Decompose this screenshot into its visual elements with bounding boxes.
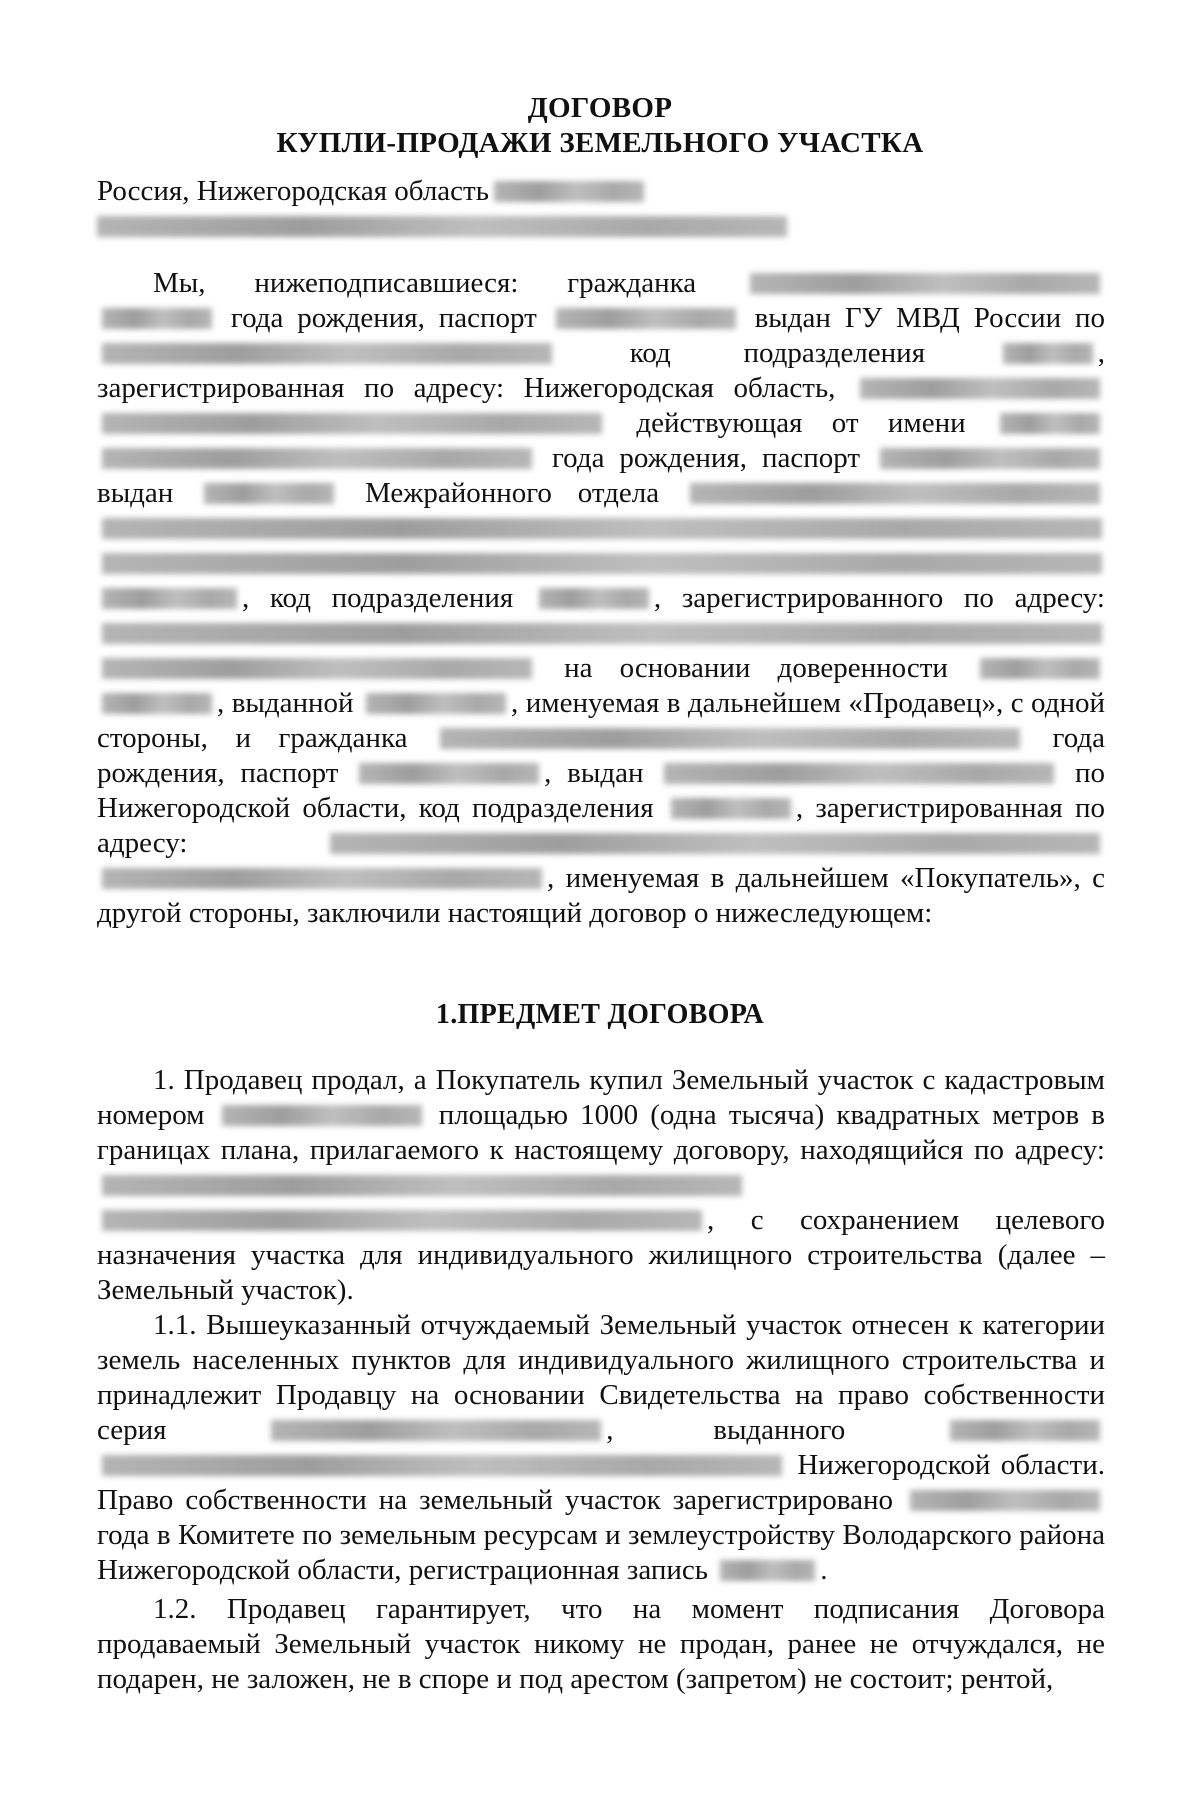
preamble-text: выданной — [231, 687, 354, 719]
redacted-code — [539, 588, 649, 609]
redacted-address — [102, 868, 542, 889]
redacted-address — [102, 1210, 702, 1231]
redacted-address — [102, 623, 1102, 644]
redacted-issuer — [102, 553, 1102, 574]
preamble-text: на основании доверенности — [564, 652, 948, 684]
clause-text: года в Комитете по земельным ресурсам и землеустройству Володарского района Нижегородской области, регистрационная запись — [97, 1519, 1105, 1586]
redacted-issuer — [102, 518, 1102, 539]
redacted-date — [950, 1420, 1100, 1441]
preamble-text: именуемая в дальнейшем «Покупатель», с другой стороны, заключили настоящий договор о нижеследующем: — [97, 862, 1105, 929]
redacted-address — [330, 833, 1100, 854]
preamble-text: года рождения, паспорт — [551, 442, 861, 474]
redacted-issuer — [102, 343, 552, 364]
redacted-passport — [880, 448, 1100, 469]
clause-text: 1.1. Вышеуказанный отчуждаемый Земельный участок отнесен к категории земель населенных пунктов для индивидуального жилищного строительства и принадлежит Продавцу на основании Свидетельства на право собственности серия — [97, 1309, 1105, 1446]
preamble-text: Мы, нижеподписавшиеся: гражданка — [153, 267, 697, 299]
redacted-code — [671, 798, 791, 819]
redacted-passport — [359, 763, 539, 784]
preamble-text: именуемая в дальнейшем «Продавец», с одной стороны, и гражданка — [97, 687, 1106, 754]
clause-1-1: 1.1. Вышеуказанный отчуждаемый Земельный участок отнесен к категории земель населенных пунктов для индивидуального жилищного строительства и принадлежит Продавцу на основании Свидетельства на право собственности серия , выданного Нижегородской области. Право собственности на земельный участок зарегистрировано года в Комитете по земельным ресурсам и землеустройству Володарского района Нижегородской области, регистрационная запись . — [97, 1309, 1105, 1586]
redacted-issuer — [102, 1455, 782, 1476]
clause-text: 1.2. Продавец гарантирует, что на момент подписания Договора продаваемый Земельный участок никому не продан, ранее не отчуждался, не подарен, не заложен, не в споре и под арестом (запретом) не состоит; рентой, — [97, 1593, 1105, 1695]
redacted-name — [1000, 413, 1100, 434]
section-title: 1.ПРЕДМЕТ ДОГОВОРА — [435, 999, 765, 1030]
clause-text: площадью 1000 (одна тысяча) квадратных метров в границах плана, прилагаемого к настоящему договору, находящийся по адресу: — [97, 1099, 1105, 1166]
redacted-certificate — [271, 1420, 601, 1441]
redacted-number — [102, 693, 212, 714]
document-title: ДОГОВОР — [527, 92, 673, 124]
location-text: Россия, Нижегородская область — [97, 175, 489, 207]
redacted-date — [102, 588, 237, 609]
preamble-text: выдан ГУ МВД России по — [754, 302, 1106, 334]
redacted-field — [494, 181, 644, 202]
redacted-date — [366, 693, 506, 714]
redacted-record — [720, 1560, 815, 1581]
redacted-date — [910, 1490, 1100, 1511]
preamble-text: Межрайонного отдела — [365, 477, 660, 509]
redacted-address — [860, 378, 1100, 399]
redacted-field — [97, 216, 787, 237]
preamble-text: зарегистрированного по адресу: — [681, 582, 1105, 614]
redacted-cadastral-number — [222, 1105, 422, 1126]
redacted-address — [102, 1175, 742, 1196]
redacted-passport — [556, 308, 736, 329]
redacted-name — [102, 448, 532, 469]
preamble-text: года рождения, паспорт — [97, 722, 1105, 789]
preamble-text: выдан — [97, 477, 174, 509]
redacted-date — [102, 308, 212, 329]
redacted-number — [980, 658, 1100, 679]
preamble-text: зарегистрированная по адресу: — [97, 792, 1106, 859]
redacted-code — [1003, 343, 1093, 364]
redacted-issuer — [690, 483, 1100, 504]
redacted-issuer — [664, 763, 1054, 784]
preamble-paragraph: Мы, нижеподписавшиеся: гражданка года рождения, паспорт выдан ГУ МВД России по код подразделения , зарегистрированная по адресу: Нижегородская область, действующая от имени года рождения, паспорт выдан Межрайонного отдела , код подразделения , зарегистрированного по адресу: на основании доверенности , выданной , именуемая в дальнейшем «Продавец», с одной стороны, и гражданка года рождения, паспорт , выдан по Нижегородской области, код подразделения , зарегистрированная по адресу: , именуемая в дальнейшем «Покупатель», с другой стороны, заключили настоящий договор о нижеследующем: — [97, 267, 1106, 929]
clause-text: 1. Продавец продал, а Покупатель купил Земельный участок с кадастровым номером — [97, 1064, 1105, 1131]
redacted-number — [204, 483, 334, 504]
document-subtitle: КУПЛИ-ПРОДАЖИ ЗЕМЕЛЬНОГО УЧАСТКА — [276, 127, 924, 159]
clause-text: выданного — [713, 1414, 846, 1446]
preamble-text: код подразделения — [269, 582, 514, 614]
clause-text: Нижегородской области. Право собственности на земельный участок зарегистрировано — [97, 1449, 1105, 1516]
redacted-address — [102, 413, 602, 434]
clause-text: с сохранением целевого назначения участка для индивидуального жилищного строительства (далее – Земельный участок). — [97, 1204, 1105, 1306]
redacted-address — [102, 658, 532, 679]
preamble-text: код подразделения — [629, 337, 926, 369]
redacted-name — [750, 273, 1100, 294]
preamble-text: года рождения, паспорт — [230, 302, 537, 334]
preamble-text: выдан — [567, 757, 644, 789]
preamble-text: действующая от имени — [636, 407, 966, 439]
clause-1: 1. Продавец продал, а Покупатель купил Земельный участок с кадастровым номером площадью 1000 (одна тысяча) квадратных метров в границах плана, прилагаемого к настоящему договору, находящийся по адресу: , с сохранением целевого назначения участка для индивидуального жилищного строительства (далее – Земельный участок). — [97, 1064, 1105, 1306]
location-block — [97, 174, 1105, 244]
redacted-name — [440, 728, 1020, 749]
preamble-text: зарегистрированная по адресу: Нижегородская область, — [97, 372, 836, 404]
clause-1-2 — [97, 1592, 1105, 1697]
preamble-text: по Нижегородской области, код подразделения — [97, 757, 1105, 824]
